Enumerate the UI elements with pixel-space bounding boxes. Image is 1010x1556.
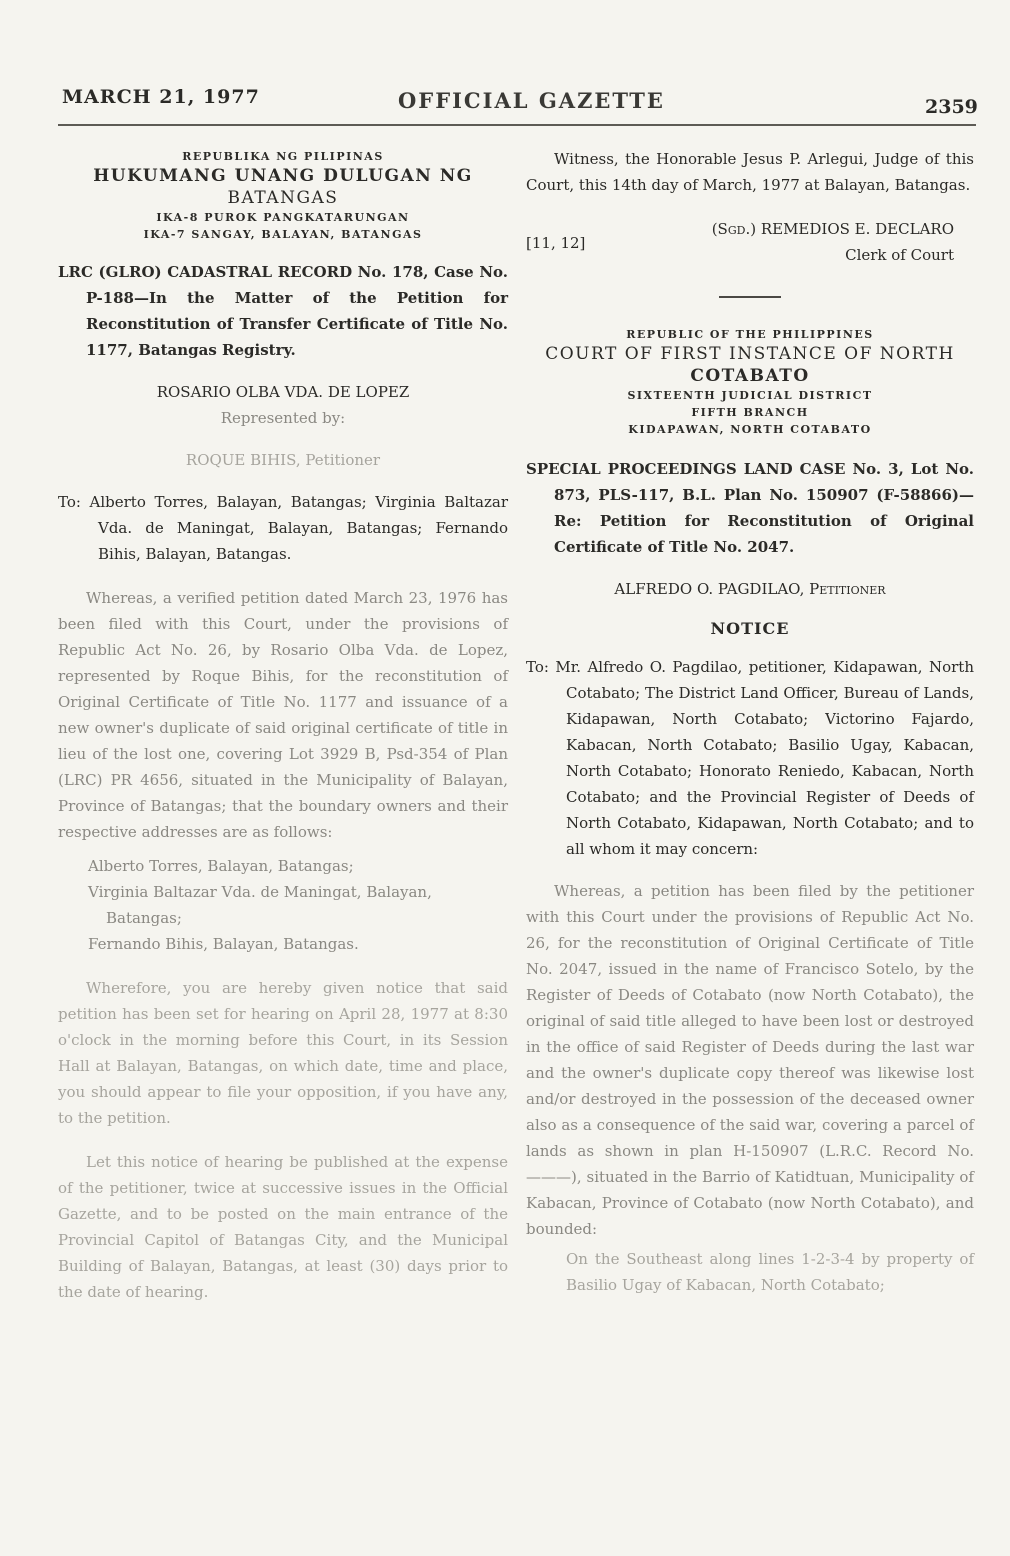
court-name-line-2: BATANGAS: [227, 188, 339, 208]
signatory-name: (Sgd.) REMEDIOS E. DECLARO: [711, 220, 954, 238]
section-divider: [719, 296, 781, 298]
petitioner-name: ROSARIO OLBA VDA. DE LOPEZ: [156, 383, 410, 401]
signature-block: [526, 216, 974, 268]
whereas-paragraph: Whereas, a verified petition dated March 23, 1976 has been filed with this Court, under the provisions of Republic Act No. 26, by Rosario Olba Vda. de Lopez, represented by Roque Bihis, for the reconstitution of Original Certificate of Title No. 1177 and issuance of a new owner's duplicate of said original certificate of title in lieu of the lost one, covering Lot 3929 B, Psd-354 of Plan (LRC) PR 4656, situated in the Municipality of Balayan, Province of Batangas; that the boundary owners and their respective addresses are as follows:: [58, 589, 508, 841]
addressees: To: Alberto Torres, Balayan, Batangas; Virginia Baltazar Vda. de Maningat, Balayan, Batangas; Fernando Bihis, Balayan, Batangas.: [58, 493, 508, 563]
court-republic: REPUBLIKA NG PILIPINAS: [182, 150, 384, 163]
whereas-paragraph: Whereas, a petition has been filed by the petitioner with this Court under the provisions of Republic Act No. 26, for the reconstitution of Original Certificate of Title No. 2047, issued in the name of Francisco Sotelo, by the Register of Deeds of Cotabato (now North Cotabato), the original of said title alleged to have been lost or destroyed in the office of said Register of Deeds during the last war and the owner's duplicate copy thereof was likewise lost and/or destroyed in the possession of the deceased owner also as a consequence of the said war, covering a parcel of lands as shown in plan H-150907 (L.R.C. Record No. ———), situated in the Barrio of Katidtuan, Municipality of Kabacan, Province of Cotabato (now North Cotabato), and bounded:: [526, 882, 974, 1238]
court-place: KIDAPAWAN, NORTH COTABATO: [628, 423, 872, 436]
page-header: [0, 84, 1010, 130]
right-column: [526, 146, 974, 1298]
petitioner-name: ALFREDO O. PAGDILAO, Petitioner: [614, 580, 886, 598]
court-name-line-1: HUKUMANG UNANG DULUGAN NG: [93, 166, 473, 186]
court-name-line-1: COURT OF FIRST INSTANCE OF NORTH: [545, 344, 955, 364]
list-item: Alberto Torres, Balayan, Batangas;: [88, 857, 354, 875]
court-republic: REPUBLIC OF THE PHILIPPINES: [626, 328, 874, 341]
witness-paragraph: Witness, the Honorable Jesus P. Arlegui, Judge of this Court, this 14th day of March, 1977 at Balayan, Batangas.: [526, 150, 974, 194]
issue-reference: [11, 12]: [526, 234, 586, 252]
case-caption: SPECIAL PROCEEDINGS LAND CASE No. 3, Lot No. 873, PLS-117, B.L. Plan No. 150907 (F-58866)—Re: Petition for Reconstitution of Original Certificate of Title No. 2047.: [526, 460, 974, 556]
court-branch: IKA-8 PUROK PANGKATARUNGAN: [156, 211, 410, 224]
court-sala: IKA-7 SANGAY, BALAYAN, BATANGAS: [143, 228, 423, 241]
page-number: 2359: [925, 96, 978, 118]
court-district: SIXTEENTH JUDICIAL DISTRICT: [627, 389, 873, 402]
list-item: Fernando Bihis, Balayan, Batangas.: [88, 935, 359, 953]
publication-paragraph: Let this notice of hearing be published at the expense of the petitioner, twice at successive issues in the Official Gazette, and to be posted on the main entrance of the Provincial Capitol of Batangas City, and the Municipal Building of Balayan, Batangas, at least (30) days prior to the date of hearing.: [58, 1153, 508, 1301]
wherefore-paragraph: Wherefore, you are hereby given notice that said petition has been set for hearing on April 28, 1977 at 8:30 o'clock in the morning before this Court, in its Session Hall at Balayan, Batangas, on which date, time and place, you should appear to file your opposition, if you have any, to the petition.: [58, 979, 508, 1127]
publication-title: OFFICIAL GAZETTE: [398, 88, 665, 113]
header-date: MARCH 21, 1977: [62, 86, 260, 108]
court-branch: FIFTH BRANCH: [691, 406, 809, 419]
boundary-southeast: On the Southeast along lines 1-2-3-4 by property of Basilio Ugay of Kabacan, North Cotabato;: [566, 1250, 974, 1294]
court-name-line-2: COTABATO: [690, 366, 810, 386]
signatory-title: Clerk of Court: [845, 246, 954, 264]
list-item: Virginia Baltazar Vda. de Maningat, Balayan, Batangas;: [88, 883, 432, 927]
header-rule: [58, 124, 976, 126]
left-column: [58, 146, 508, 1305]
representative: ROQUE BIHIS, Petitioner: [185, 451, 381, 469]
boundary-owners-list: [58, 853, 508, 957]
case-caption: LRC (GLRO) CADASTRAL RECORD No. 178, Case No. P-188—In the Matter of the Petition for Reconstitution of Transfer Certificate of Title No. 1177, Batangas Registry.: [58, 263, 508, 359]
addressees: To: Mr. Alfredo O. Pagdilao, petitioner, Kidapawan, North Cotabato; The District Land Officer, Bureau of Lands, Kidapawan, North Cotabato; Victorino Fajardo, Kabacan, North Cotabato; Basilio Ugay, Kabacan, North Cotabato; Honorato Reniedo, Kabacan, North Cotabato; and the Provincial Register of Deeds of North Cotabato, Kidapawan, North Cotabato; and to all whom it may concern:: [526, 658, 974, 858]
notice-title: NOTICE: [710, 619, 790, 638]
represented-by: Represented by:: [220, 409, 346, 427]
